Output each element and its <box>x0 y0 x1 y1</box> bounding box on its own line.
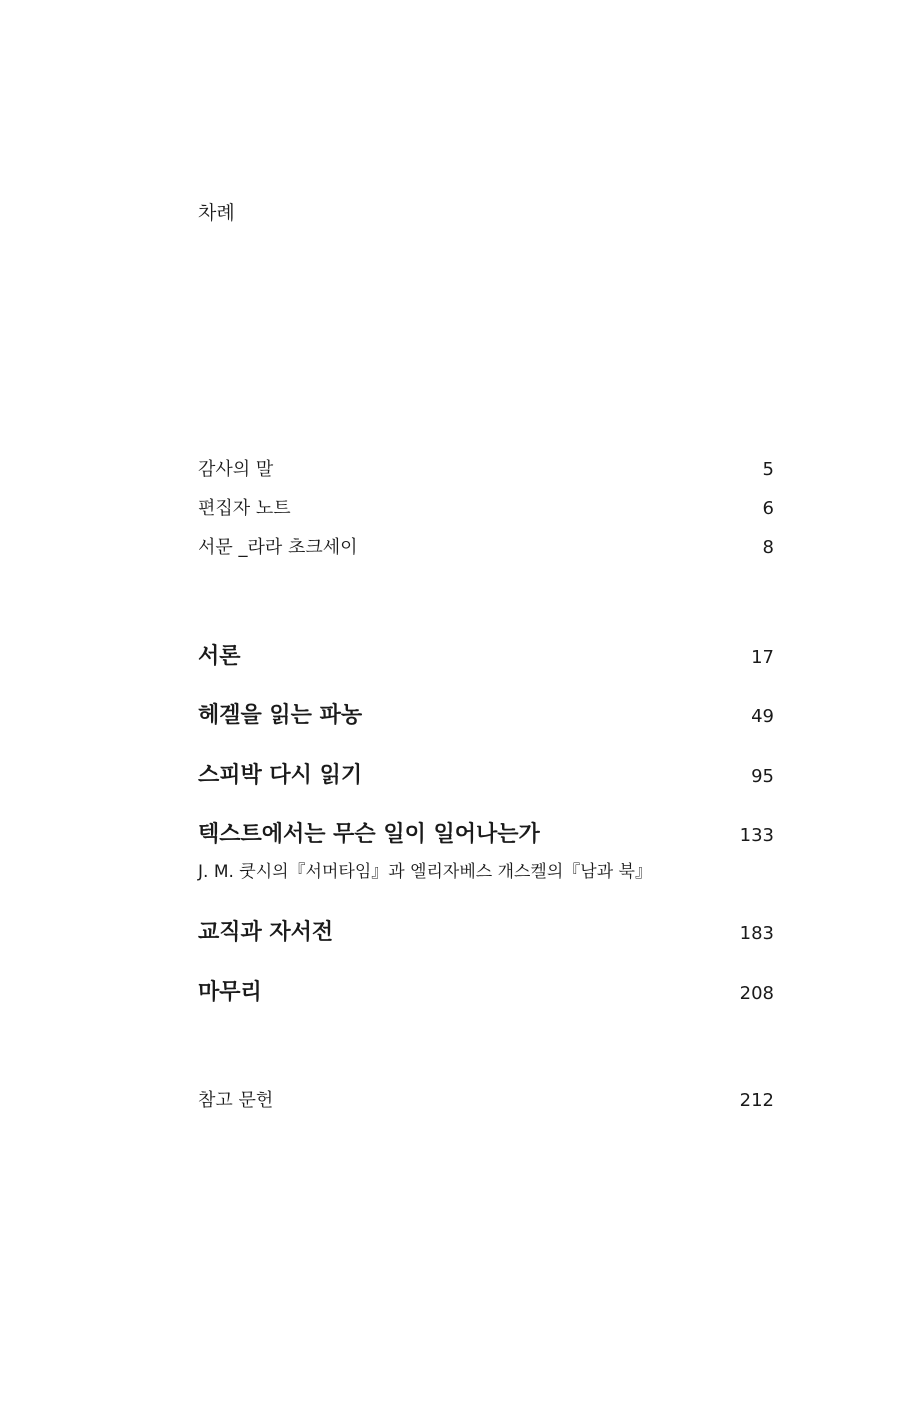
toc-entry-title: 편집자 노트 <box>198 498 291 519</box>
chapter-title: 스피박 다시 읽기 <box>198 763 363 788</box>
toc-entry-page: 5 <box>762 459 774 480</box>
toc-chapter-conclusion[interactable] <box>198 978 774 1009</box>
toc-entry-acknowledgments[interactable] <box>198 458 774 482</box>
chapter-page: 133 <box>739 825 774 846</box>
page-title: 차례 <box>198 202 235 224</box>
toc-chapter-teaching[interactable] <box>198 918 774 949</box>
chapter-page: 183 <box>739 923 774 944</box>
toc-entry-editor-note[interactable] <box>198 497 774 521</box>
chapter-page: 49 <box>751 706 774 727</box>
chapter-title: 교직과 자서전 <box>198 920 334 945</box>
toc-entry-page: 212 <box>739 1090 774 1111</box>
chapter-title: 텍스트에서는 무슨 일이 일어나는가 <box>198 822 540 847</box>
toc-chapter-spivak[interactable] <box>198 761 774 792</box>
chapter-title: 마무리 <box>198 980 262 1005</box>
chapter-page: 17 <box>751 647 774 668</box>
toc-chapter-fanon-hegel[interactable] <box>198 701 774 732</box>
toc-chapter-introduction[interactable] <box>198 642 774 673</box>
chapter-page: 208 <box>739 983 774 1004</box>
chapter-title: 서론 <box>198 644 241 669</box>
toc-chapter-text[interactable] <box>198 820 774 851</box>
toc-entry-title: 서문 _라라 초크세이 <box>198 537 358 558</box>
chapter-page: 95 <box>751 766 774 787</box>
toc-entry-references[interactable] <box>198 1089 774 1113</box>
chapter-subtitle: J. M. 쿳시의『서머타임』과 엘리자베스 개스켈의『남과 북』 <box>198 862 652 882</box>
toc-entry-title: 참고 문헌 <box>198 1090 274 1111</box>
chapter-title: 헤겔을 읽는 파농 <box>198 703 363 728</box>
toc-entry-preface[interactable] <box>198 536 774 560</box>
toc-entry-title: 감사의 말 <box>198 459 274 480</box>
toc-entry-page: 8 <box>762 537 774 558</box>
toc-entry-page: 6 <box>762 498 774 519</box>
